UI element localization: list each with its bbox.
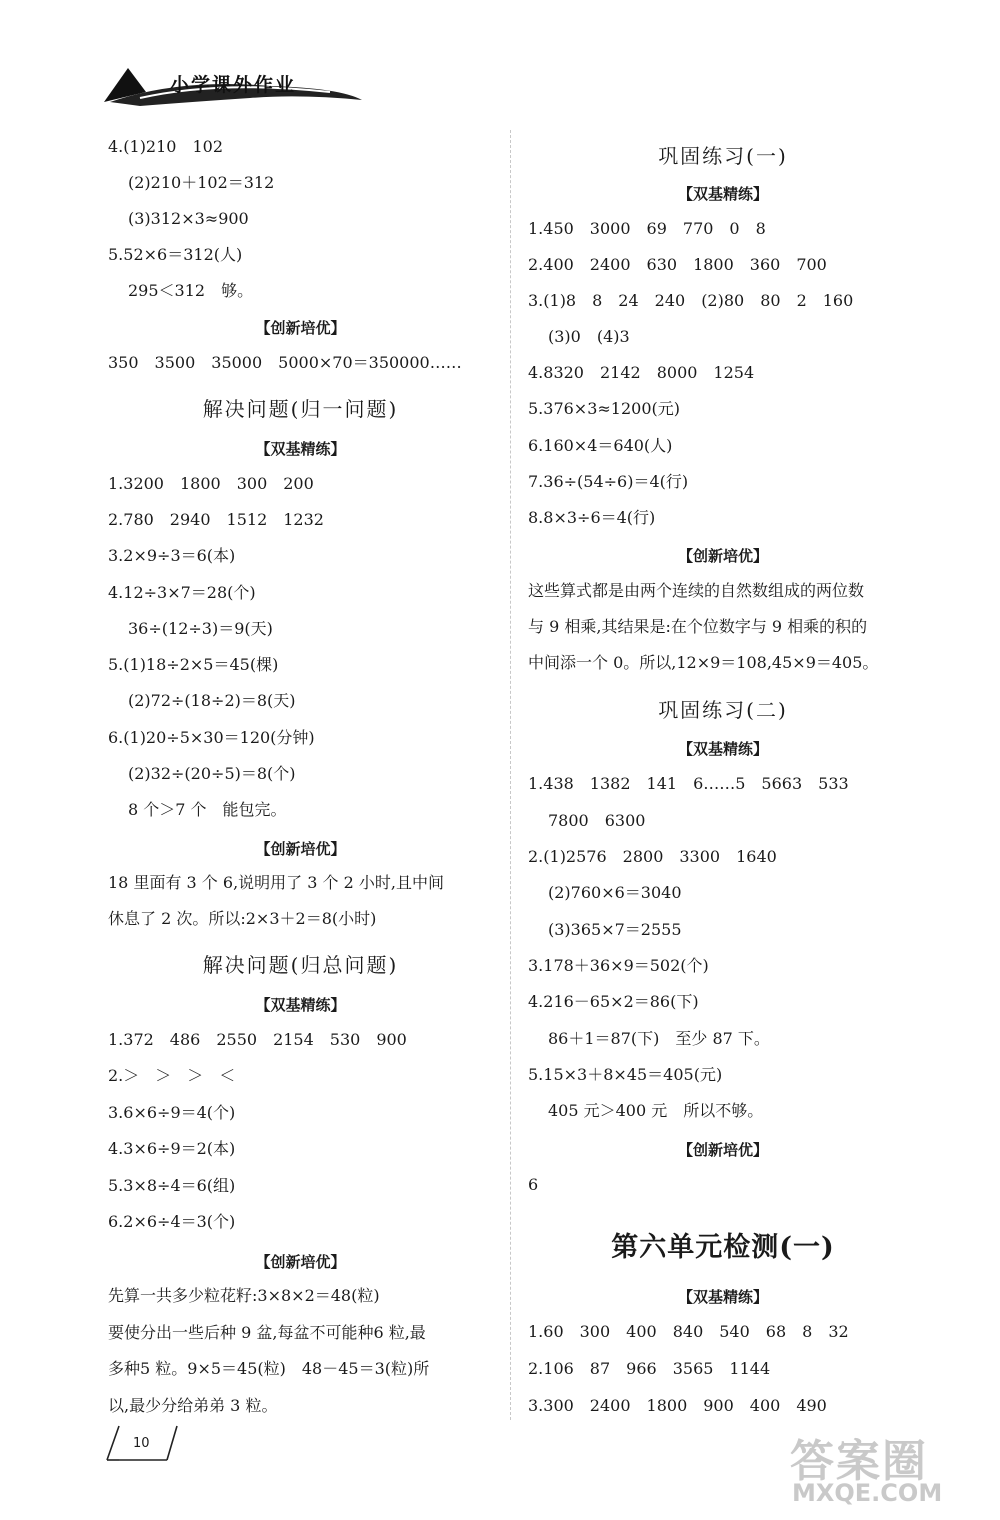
answer-line: (3)312×3≈900 bbox=[128, 209, 249, 228]
watermark-logo: 答案圈 bbox=[790, 1436, 928, 1487]
section-tag: 【双基精练】 bbox=[677, 740, 768, 758]
answer-line: 1.372 486 2550 2154 530 900 bbox=[108, 1030, 407, 1049]
answer-line: 36÷(12÷3)＝9(天) bbox=[128, 619, 273, 638]
answer-line: 6.160×4＝640(人) bbox=[528, 436, 673, 455]
answer-line: 2.400 2400 630 1800 360 700 bbox=[528, 255, 827, 274]
answer-line: 3.300 2400 1800 900 400 490 bbox=[528, 1396, 827, 1415]
section-tag: 【创新培优】 bbox=[255, 1253, 346, 1271]
section-title: 巩固练习(一) bbox=[658, 144, 788, 168]
answer-line: (2)760×6＝3040 bbox=[548, 883, 682, 902]
answer-line: 1.3200 1800 300 200 bbox=[108, 474, 314, 493]
answer-line: 1.450 3000 69 770 0 8 bbox=[528, 219, 766, 238]
answer-line: 4.(1)210 102 bbox=[108, 137, 224, 156]
answer-line: (2)210＋102＝312 bbox=[128, 173, 275, 192]
paragraph-line: 18 里面有 3 个 6,说明用了 3 个 2 小时,且中间 bbox=[108, 873, 444, 892]
answer-line: 86＋1＝87(下) 至少 87 下。 bbox=[548, 1029, 770, 1048]
answer-line: 5.(1)18÷2×5＝45(棵) bbox=[108, 655, 279, 674]
paragraph-line: 这些算式都是由两个连续的自然数组成的两位数 bbox=[528, 581, 865, 600]
answer-line: 7800 6300 bbox=[548, 811, 646, 830]
section-tag: 【双基精练】 bbox=[677, 1288, 768, 1306]
answer-line: 6.(1)20÷5×30＝120(分钟) bbox=[108, 728, 315, 747]
answer-line: 6.2×6÷4＝3(个) bbox=[108, 1212, 236, 1231]
answer-line: 8.8×3÷6＝4(行) bbox=[528, 508, 656, 527]
answer-line: 3.2×9÷3＝6(本) bbox=[108, 546, 236, 565]
paragraph-line: 休息了 2 次。所以:2×3＋2＝8(小时) bbox=[108, 909, 377, 928]
answer-line: 2.(1)2576 2800 3300 1640 bbox=[528, 847, 777, 866]
paragraph-line: 与 9 相乘,其结果是:在个位数字与 9 相乘的积的 bbox=[528, 617, 868, 636]
answer-line: 5.52×6＝312(人) bbox=[108, 245, 243, 264]
answer-line: 3.6×6÷9＝4(个) bbox=[108, 1103, 236, 1122]
answer-line: 5.3×8÷4＝6(组) bbox=[108, 1176, 236, 1195]
answer-line: 1.438 1382 141 6……5 5663 533 bbox=[528, 774, 849, 793]
answer-line: 7.36÷(54÷6)＝4(行) bbox=[528, 472, 689, 491]
unit-test-title: 第六单元检测(一) bbox=[611, 1232, 835, 1263]
answer-line: 405 元＞400 元 所以不够。 bbox=[548, 1101, 764, 1120]
section-tag: 【创新培优】 bbox=[255, 840, 346, 858]
answer-line: (2)72÷(18÷2)＝8(天) bbox=[128, 691, 296, 710]
paragraph-line: 以,最少分给弟弟 3 粒。 bbox=[108, 1396, 278, 1415]
page-number-box bbox=[105, 1420, 180, 1462]
header-title: 小学课外作业 bbox=[170, 74, 297, 96]
section-tag: 【双基精练】 bbox=[255, 996, 346, 1014]
section-tag: 【创新培优】 bbox=[255, 319, 346, 337]
answer-line: 4.8320 2142 8000 1254 bbox=[528, 363, 755, 382]
paragraph-line: 多种5 粒。9×5＝45(粒) 48－45＝3(粒)所 bbox=[108, 1359, 430, 1378]
answer-line: 5.376×3≈1200(元) bbox=[528, 399, 681, 418]
answer-line: 2.＞ ＞ ＞ ＜ bbox=[108, 1066, 236, 1085]
paragraph-line: 中间添一个 0。所以,12×9＝108,45×9＝405。 bbox=[528, 653, 879, 672]
answer-line: 1.60 300 400 840 540 68 8 32 bbox=[528, 1322, 849, 1341]
answer-line: (3)365×7＝2555 bbox=[548, 920, 682, 939]
answer-line: 2.780 2940 1512 1232 bbox=[108, 510, 324, 529]
answer-line: 4.3×6÷9＝2(本) bbox=[108, 1139, 236, 1158]
watermark bbox=[790, 1425, 990, 1515]
section-tag: 【创新培优】 bbox=[677, 1141, 768, 1159]
answer-line: (3)0 (4)3 bbox=[548, 327, 630, 346]
section-tag: 【创新培优】 bbox=[677, 547, 768, 565]
paragraph-line: 先算一共多少粒花籽:3×8×2＝48(粒) bbox=[108, 1286, 380, 1305]
answer-line: 3.(1)8 8 24 240 (2)80 80 2 160 bbox=[528, 291, 854, 310]
section-tag: 【双基精练】 bbox=[677, 185, 768, 203]
section-title: 解决问题(归总问题) bbox=[202, 953, 399, 977]
page-number: 10 bbox=[133, 1436, 150, 1451]
paragraph-line: 要使分出一些后种 9 盆,每盆不可能种6 粒,最 bbox=[108, 1323, 426, 1342]
answer-line: 3.178＋36×9＝502(个) bbox=[528, 956, 709, 975]
column-divider bbox=[510, 130, 511, 1420]
answer-line: 5.15×3＋8×45＝405(元) bbox=[528, 1065, 723, 1084]
watermark-site: MXQE.COM bbox=[792, 1479, 943, 1507]
answer-line: (2)32÷(20÷5)＝8(个) bbox=[128, 764, 296, 783]
section-title: 解决问题(归一问题) bbox=[202, 397, 399, 421]
section-title: 巩固练习(二) bbox=[658, 698, 788, 722]
answer-line: 350 3500 35000 5000×70＝350000…… bbox=[108, 353, 462, 372]
answer-line: 6 bbox=[528, 1175, 539, 1194]
answer-line: 2.106 87 966 3565 1144 bbox=[528, 1359, 771, 1378]
answer-line: 4.216－65×2＝86(下) bbox=[528, 992, 699, 1011]
answer-line: 295＜312 够。 bbox=[128, 281, 254, 300]
answer-line: 8 个＞7 个 能包完。 bbox=[128, 800, 287, 819]
header bbox=[100, 58, 370, 110]
section-tag: 【双基精练】 bbox=[255, 440, 346, 458]
answer-line: 4.12÷3×7＝28(个) bbox=[108, 583, 256, 602]
